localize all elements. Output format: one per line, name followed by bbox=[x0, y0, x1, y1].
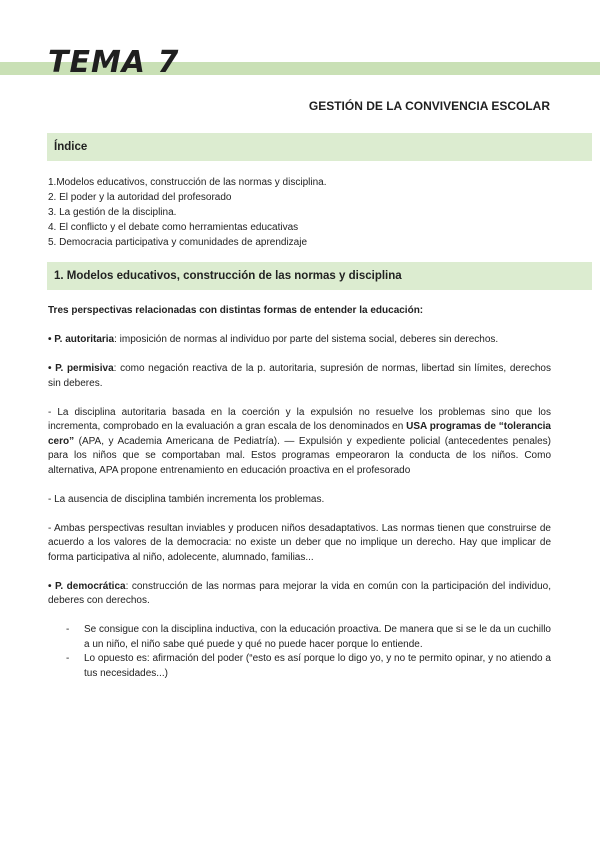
index-list bbox=[48, 175, 326, 250]
democratica-label: • P. democrática bbox=[48, 580, 126, 592]
index-item: 3. La gestión de la disciplina. bbox=[48, 207, 177, 218]
democratica-text: : construcción de las normas para mejorar la vida en común con la participación del individuo, deberes con derechos. bbox=[48, 580, 551, 606]
autoritaria-text: : imposición de normas al individuo por parte del sistema social, deberes sin derechos. bbox=[114, 334, 499, 345]
coercion-paragraph bbox=[48, 406, 551, 479]
absence-paragraph: - La ausencia de disciplina también incrementa los problemas. bbox=[48, 493, 325, 505]
dash-marker: - bbox=[66, 624, 70, 635]
list-item-text: Lo opuesto es: afirmación del poder (“esto es así porque lo digo yo, y no te permito opinar, y no atiendo a tus necesidades...) bbox=[84, 653, 551, 679]
dash-marker: - bbox=[66, 653, 70, 664]
index-heading bbox=[47, 133, 592, 161]
tema-title: TEMA 7 bbox=[48, 45, 180, 80]
list-item-text: Se consigue con la disciplina inductiva, con la educación proactiva. De manera que si se le da un cuchillo a un niño, el niño sabe qué puede y qué no puede hacer porque lo entiende. bbox=[84, 624, 551, 650]
list-item bbox=[48, 623, 551, 652]
subject-title: GESTIÓN DE LA CONVIVENCIA ESCOLAR bbox=[308, 99, 550, 113]
index-item: 1.Modelos educativos, construcción de las normas y disciplina. bbox=[48, 177, 327, 188]
permisiva-text: : como negación reactiva de la p. autoritaria, supresión de normas, libertad sin límites, derechos sin deberes. bbox=[48, 363, 551, 389]
autoritaria-label: • P. autoritaria bbox=[48, 334, 115, 345]
index-item: 5. Democracia participativa y comunidades de aprendizaje bbox=[48, 237, 308, 248]
index-heading-label: Índice bbox=[54, 141, 88, 153]
section-content bbox=[48, 304, 551, 681]
coercion-bold: USA programas de “tolerancia cero” bbox=[48, 421, 551, 447]
index-item: 2. El poder y la autoridad del profesorado bbox=[48, 192, 232, 203]
autoritaria-paragraph bbox=[48, 333, 551, 348]
both-perspectives-paragraph: - Ambas perspectivas resultan inviables y producen niños desadaptativos. Las normas tienen que construirse de acuerdo a los valores de la democracia: no existe un deber que no implique un derecho. Hay que implicar de forma participativa al niño, adolecente, alumnado, familias... bbox=[48, 522, 551, 563]
democratica-list bbox=[48, 623, 551, 681]
section-heading-label: 1. Modelos educativos, construcción de las normas y disciplina bbox=[54, 270, 402, 282]
democratica-paragraph bbox=[48, 580, 551, 609]
index-item: 4. El conflicto y el debate como herramientas educativas bbox=[48, 222, 299, 233]
list-item bbox=[48, 652, 551, 681]
permisiva-paragraph bbox=[48, 362, 551, 391]
coercion-text-2: (APA, y Academia Americana de Pediatría). — Expulsión y expediente policial (antecedentes penales) para los niños que se comportaban mal. Estos programas empeoraron la conducta de los niños. Como alternativa, APA propone entrenamiento en educación proactiva en el profesorado bbox=[48, 435, 551, 476]
lead-paragraph: Tres perspectivas relacionadas con distintas formas de entender la educación: bbox=[48, 305, 424, 316]
section-heading bbox=[47, 262, 592, 290]
coercion-text-1: - La disciplina autoritaria basada en la coerción y la expulsión no resuelve los problemas sino que los incrementa, comprobado en la evaluación a gran escala de los denominados en bbox=[48, 406, 551, 432]
permisiva-label: • P. permisiva bbox=[48, 363, 114, 374]
